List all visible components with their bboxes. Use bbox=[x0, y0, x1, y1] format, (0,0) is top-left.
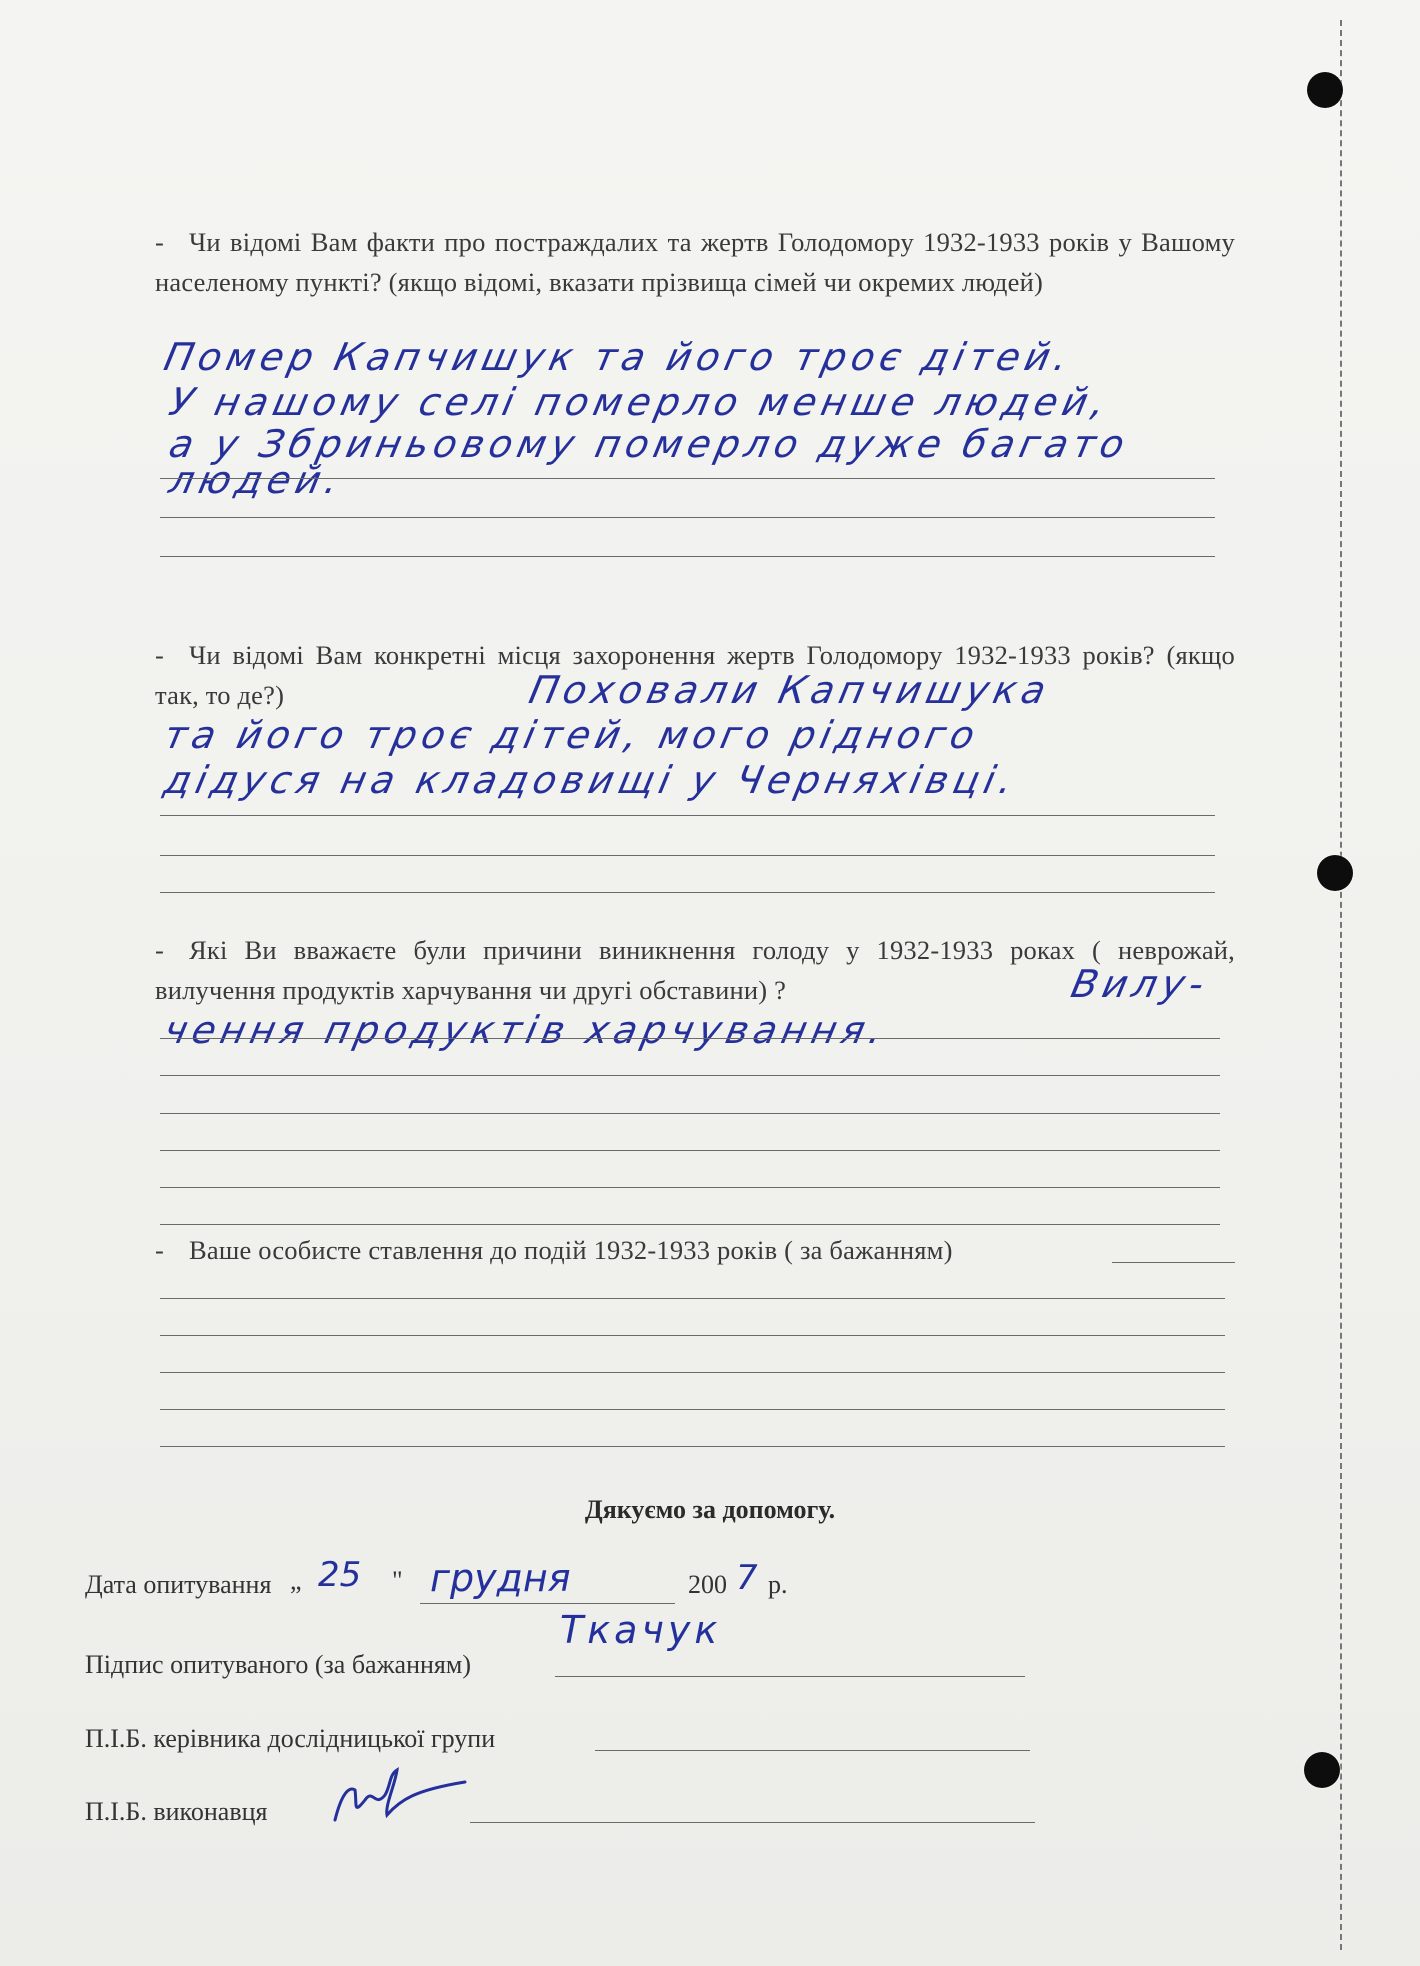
date-month-rule bbox=[420, 1603, 675, 1604]
question-1 bbox=[155, 222, 1235, 302]
punch-hole bbox=[1304, 1752, 1340, 1788]
question-text: - Чи відомі Вам конкретні місця захоронення жертв Голодомору 1932-1933 років? (якщо так, то де?) bbox=[155, 635, 1235, 715]
question-text: - Чи відомі Вам факти про постраждалих та жертв Голодомору 1932-1933 років у Вашому населеному пункті? (якщо відомі, вказати прізвища сімей чи окремих людей) bbox=[155, 222, 1235, 302]
date-label: Дата опитування bbox=[85, 1570, 272, 1599]
question-4 bbox=[155, 1230, 1115, 1270]
answer-rule bbox=[160, 1075, 1220, 1076]
answer-rule bbox=[160, 478, 1215, 479]
answer-rule bbox=[160, 1038, 1220, 1039]
date-month: грудня bbox=[430, 1556, 571, 1600]
answer-line: а у Збриньовому померло дуже багато bbox=[165, 422, 1134, 466]
perforation-line bbox=[1340, 20, 1342, 1950]
answer-rule bbox=[160, 517, 1215, 518]
answer-rule bbox=[160, 892, 1215, 893]
leader-label: П.І.Б. керівника дослідницької групи bbox=[85, 1724, 496, 1753]
date-open-quote: „ bbox=[290, 1566, 302, 1595]
leader-rule bbox=[595, 1750, 1030, 1751]
answer-rule bbox=[160, 1187, 1220, 1188]
answer-rule bbox=[160, 1372, 1225, 1373]
answer-line: Вилу- bbox=[1067, 962, 1213, 1006]
date-year-digit: 7 bbox=[736, 1558, 758, 1598]
answer-line: У нашому селі померло менше людей, bbox=[165, 380, 1115, 424]
answer-rule bbox=[160, 1409, 1225, 1410]
question-text: - Які Ви вважаєте були причини виникнення голоду у 1932-1933 роках ( неврожай, вилучення продуктів харчування чи другі обставини) ? bbox=[155, 930, 1235, 1010]
answer-rule bbox=[160, 855, 1215, 856]
date-close-quote: " bbox=[392, 1566, 403, 1595]
punch-hole bbox=[1317, 855, 1353, 891]
respondent-signature: Ткачук bbox=[560, 1608, 722, 1652]
date-year-prefix: 200 bbox=[688, 1570, 727, 1599]
question-text: - Ваше особисте ставлення до подій 1932-1933 років ( за бажанням) bbox=[155, 1230, 1115, 1270]
bullet-dash: - bbox=[155, 227, 165, 257]
bullet-dash: - bbox=[155, 935, 165, 965]
answer-rule bbox=[160, 1298, 1225, 1299]
answer-line: та його троє дітей, мого рідного bbox=[160, 713, 984, 757]
answer-rule bbox=[160, 556, 1215, 557]
signature-rule bbox=[555, 1676, 1025, 1677]
bullet-dash: - bbox=[155, 1235, 165, 1265]
answer-line: чення продуктів харчування. bbox=[160, 1008, 892, 1052]
answer-line: людей. bbox=[165, 458, 348, 502]
bullet-dash: - bbox=[155, 640, 165, 670]
answer-rule bbox=[160, 1446, 1225, 1447]
executor-label: П.І.Б. виконавця bbox=[85, 1797, 268, 1826]
answer-rule bbox=[160, 1335, 1225, 1336]
executor-rule bbox=[470, 1822, 1035, 1823]
answer-rule bbox=[160, 815, 1215, 816]
executor-signature bbox=[325, 1760, 475, 1832]
answer-line: дідуся на кладовищі у Черняхівці. bbox=[160, 758, 1022, 802]
punch-hole bbox=[1307, 72, 1343, 108]
answer-line: Поховали Капчишука bbox=[525, 668, 1055, 712]
answer-rule bbox=[1112, 1262, 1235, 1263]
answer-rule bbox=[160, 1113, 1220, 1114]
date-day: 25 bbox=[318, 1555, 362, 1595]
date-year-suffix: р. bbox=[768, 1570, 788, 1599]
answer-rule bbox=[160, 1224, 1220, 1225]
signature-label: Підпис опитуваного (за бажанням) bbox=[85, 1650, 471, 1679]
answer-line: Помер Капчишук та його троє дітей. bbox=[160, 335, 1077, 379]
thanks-heading: Дякуємо за допомогу. bbox=[584, 1495, 836, 1524]
answer-rule bbox=[160, 1150, 1220, 1151]
